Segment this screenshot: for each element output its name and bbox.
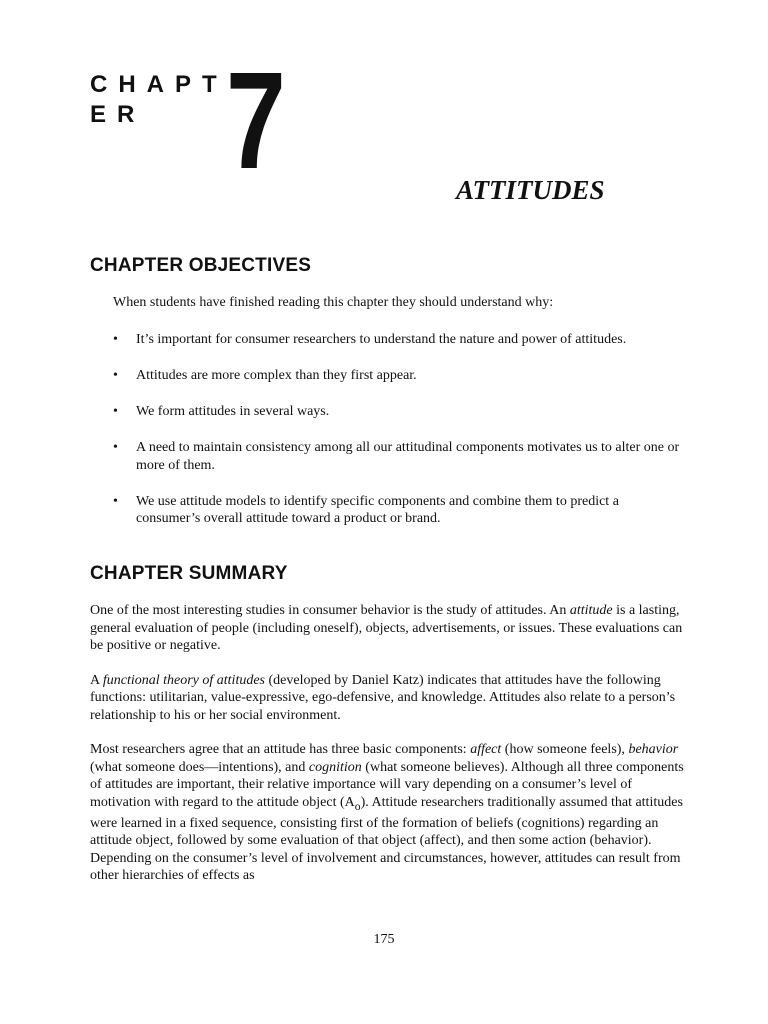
text-run: ). Attitude researchers traditionally assumed that attitudes were learned in a fixed sequence, consisting first of the formation of beliefs (cognitions) regarding an attitude object, followed by some evaluation of that object (affect), and then some action (behavior). Depending on the consumer’s level of involvement and circumstances, however, attitudes can result from other hierarchies of effects as bbox=[90, 794, 683, 884]
term-functional-theory: functional theory of attitudes bbox=[102, 672, 265, 688]
summary-paragraph-1 bbox=[90, 602, 686, 655]
summary-heading: CHAPTER SUMMARY bbox=[90, 563, 288, 584]
list-item-text: A need to maintain consistency among all our attitudinal components motivates us to alter one or more of them. bbox=[136, 440, 680, 473]
list-item-text: We form attitudes in several ways. bbox=[136, 404, 330, 419]
list-item bbox=[113, 367, 683, 385]
list-item-text: It’s important for consumer researchers to understand the nature and power of attitudes. bbox=[136, 332, 627, 347]
summary-paragraph-3 bbox=[90, 741, 686, 885]
bullet-icon: • bbox=[113, 404, 118, 419]
objectives-intro: When students have finished reading this chapter they should understand why: bbox=[113, 295, 554, 310]
chapter-label: CHAPTER bbox=[90, 71, 228, 128]
list-item bbox=[113, 331, 683, 349]
objectives-heading: CHAPTER OBJECTIVES bbox=[90, 255, 312, 276]
chapter-title: ATTITUDES bbox=[456, 175, 605, 205]
list-item bbox=[113, 439, 683, 474]
list-item-text: Attitudes are more complex than they first appear. bbox=[136, 368, 417, 383]
text-run: (what someone does—intentions), and bbox=[90, 759, 309, 775]
text-run: (how someone feels), bbox=[501, 742, 629, 757]
list-item bbox=[113, 493, 683, 528]
chapter-number: 7 bbox=[226, 44, 286, 198]
summary-body bbox=[90, 602, 686, 902]
list-item bbox=[113, 403, 683, 421]
objectives-list bbox=[113, 331, 683, 546]
text-run: Most researchers agree that an attitude has three basic components: bbox=[90, 742, 471, 757]
subscript-o: o bbox=[354, 799, 361, 813]
term-attitude: attitude bbox=[569, 603, 613, 618]
text-run: is a lasting, general evaluation of people (including oneself), objects, advertisements, or issues. These evaluations can be positive or negative. bbox=[90, 603, 683, 653]
term-behavior: behavior bbox=[628, 742, 679, 757]
term-cognition: cognition bbox=[308, 759, 362, 775]
text-run: One of the most interesting studies in consumer behavior is the study of attitudes. An bbox=[90, 603, 570, 618]
term-affect: affect bbox=[470, 742, 502, 757]
bullet-icon: • bbox=[113, 368, 118, 383]
text-run: (developed by Daniel Katz) indicates that attitudes have the following functions: utilitarian, value-expressive, ego-defensive, and knowledge. Attitudes also relate to a person’s relationship to his or her social environment. bbox=[90, 672, 676, 723]
page-number: 175 bbox=[373, 932, 395, 947]
bullet-icon: • bbox=[113, 493, 118, 509]
list-item-text: We use attitude models to identify specific components and combine them to predict a consumer’s overall attitude toward a product or brand. bbox=[136, 493, 619, 526]
summary-paragraph-2 bbox=[90, 672, 686, 725]
bullet-icon: • bbox=[113, 332, 118, 347]
text-run: A bbox=[90, 672, 103, 688]
text-run: (what someone believes). Although all three components of attitudes are important, their relative importance will vary depending on a consumer’s level of motivation with regard to the attitude object (A bbox=[90, 759, 684, 810]
bullet-icon: • bbox=[113, 440, 118, 455]
